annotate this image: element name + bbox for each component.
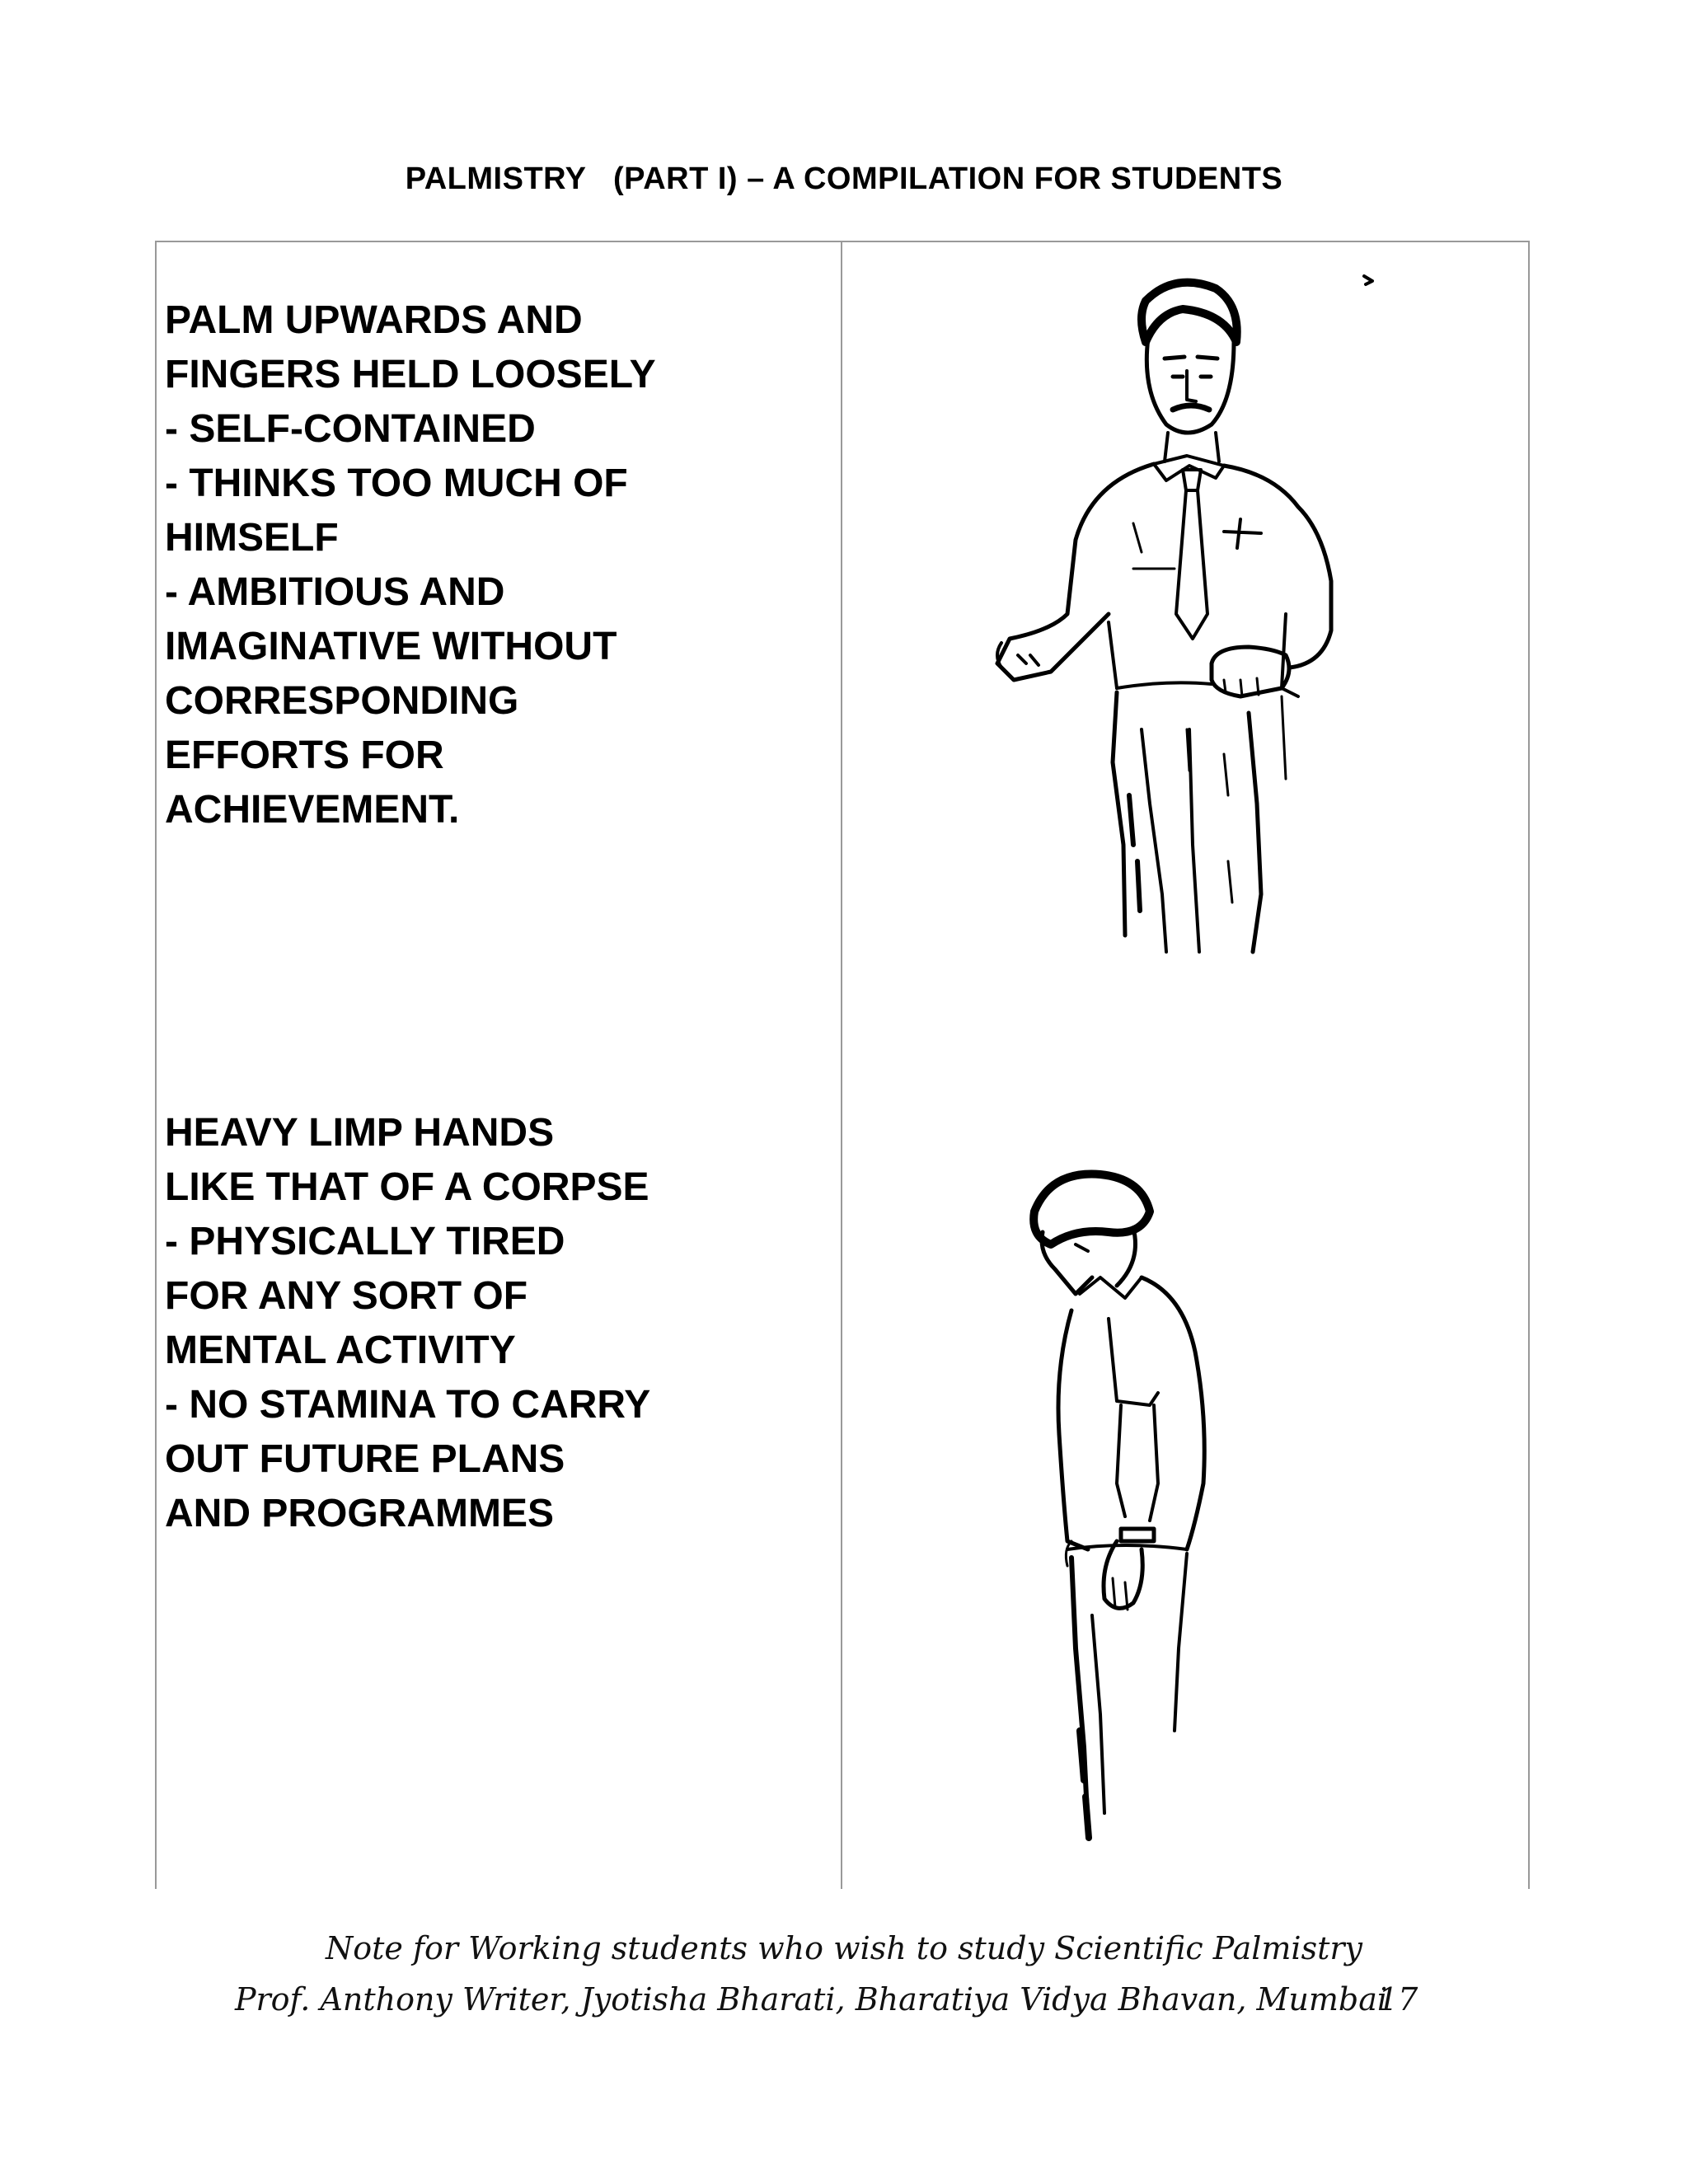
entry-line: - AMBITIOUS AND xyxy=(165,570,505,614)
column-divider xyxy=(841,241,842,1889)
entry-line: FINGERS HELD LOOSELY xyxy=(165,353,656,396)
entry-line: IMAGINATIVE WITHOUT xyxy=(165,625,617,668)
entry-line: FOR ANY SORT OF xyxy=(165,1274,528,1318)
entry-line: CORRESPONDING xyxy=(165,679,519,723)
entry-line: HEAVY LIMP HANDS xyxy=(165,1111,555,1155)
entry-line: MENTAL ACTIVITY xyxy=(165,1329,516,1372)
entry-line: - PHYSICALLY TIRED xyxy=(165,1220,565,1263)
drooping-man-sketch-icon xyxy=(1010,1154,1306,1846)
footer-note: Note for Working students who wish to study Scientific Palmistry xyxy=(326,1930,1362,1966)
entry-line: EFFORTS FOR xyxy=(165,733,444,777)
entry-line: OUT FUTURE PLANS xyxy=(165,1437,565,1481)
entry-line: HIMSELF xyxy=(165,516,339,560)
entry-line: ACHIEVEMENT. xyxy=(165,788,460,832)
page-number: 17 xyxy=(1378,1981,1418,2018)
standing-man-sketch-icon xyxy=(977,268,1405,968)
entry-line: - NO STAMINA TO CARRY xyxy=(165,1383,651,1427)
entry-line: AND PROGRAMMES xyxy=(165,1492,555,1535)
entry-description-2 xyxy=(165,1106,841,1541)
entry-line: - THINKS TOO MUCH OF xyxy=(165,462,628,505)
entry-line: PALM UPWARDS AND xyxy=(165,298,583,342)
page-title: PALMISTRY (PART I) – A COMPILATION FOR STUDENTS xyxy=(405,162,1283,196)
entry-description-1 xyxy=(165,293,841,837)
footer-author: Prof. Anthony Writer, Jyotisha Bharati, Bharatiya Vidya Bhavan, Mumbai xyxy=(234,1981,1388,2018)
entry-line: - SELF-CONTAINED xyxy=(165,407,536,451)
entry-line: LIKE THAT OF A CORPSE xyxy=(165,1165,649,1209)
